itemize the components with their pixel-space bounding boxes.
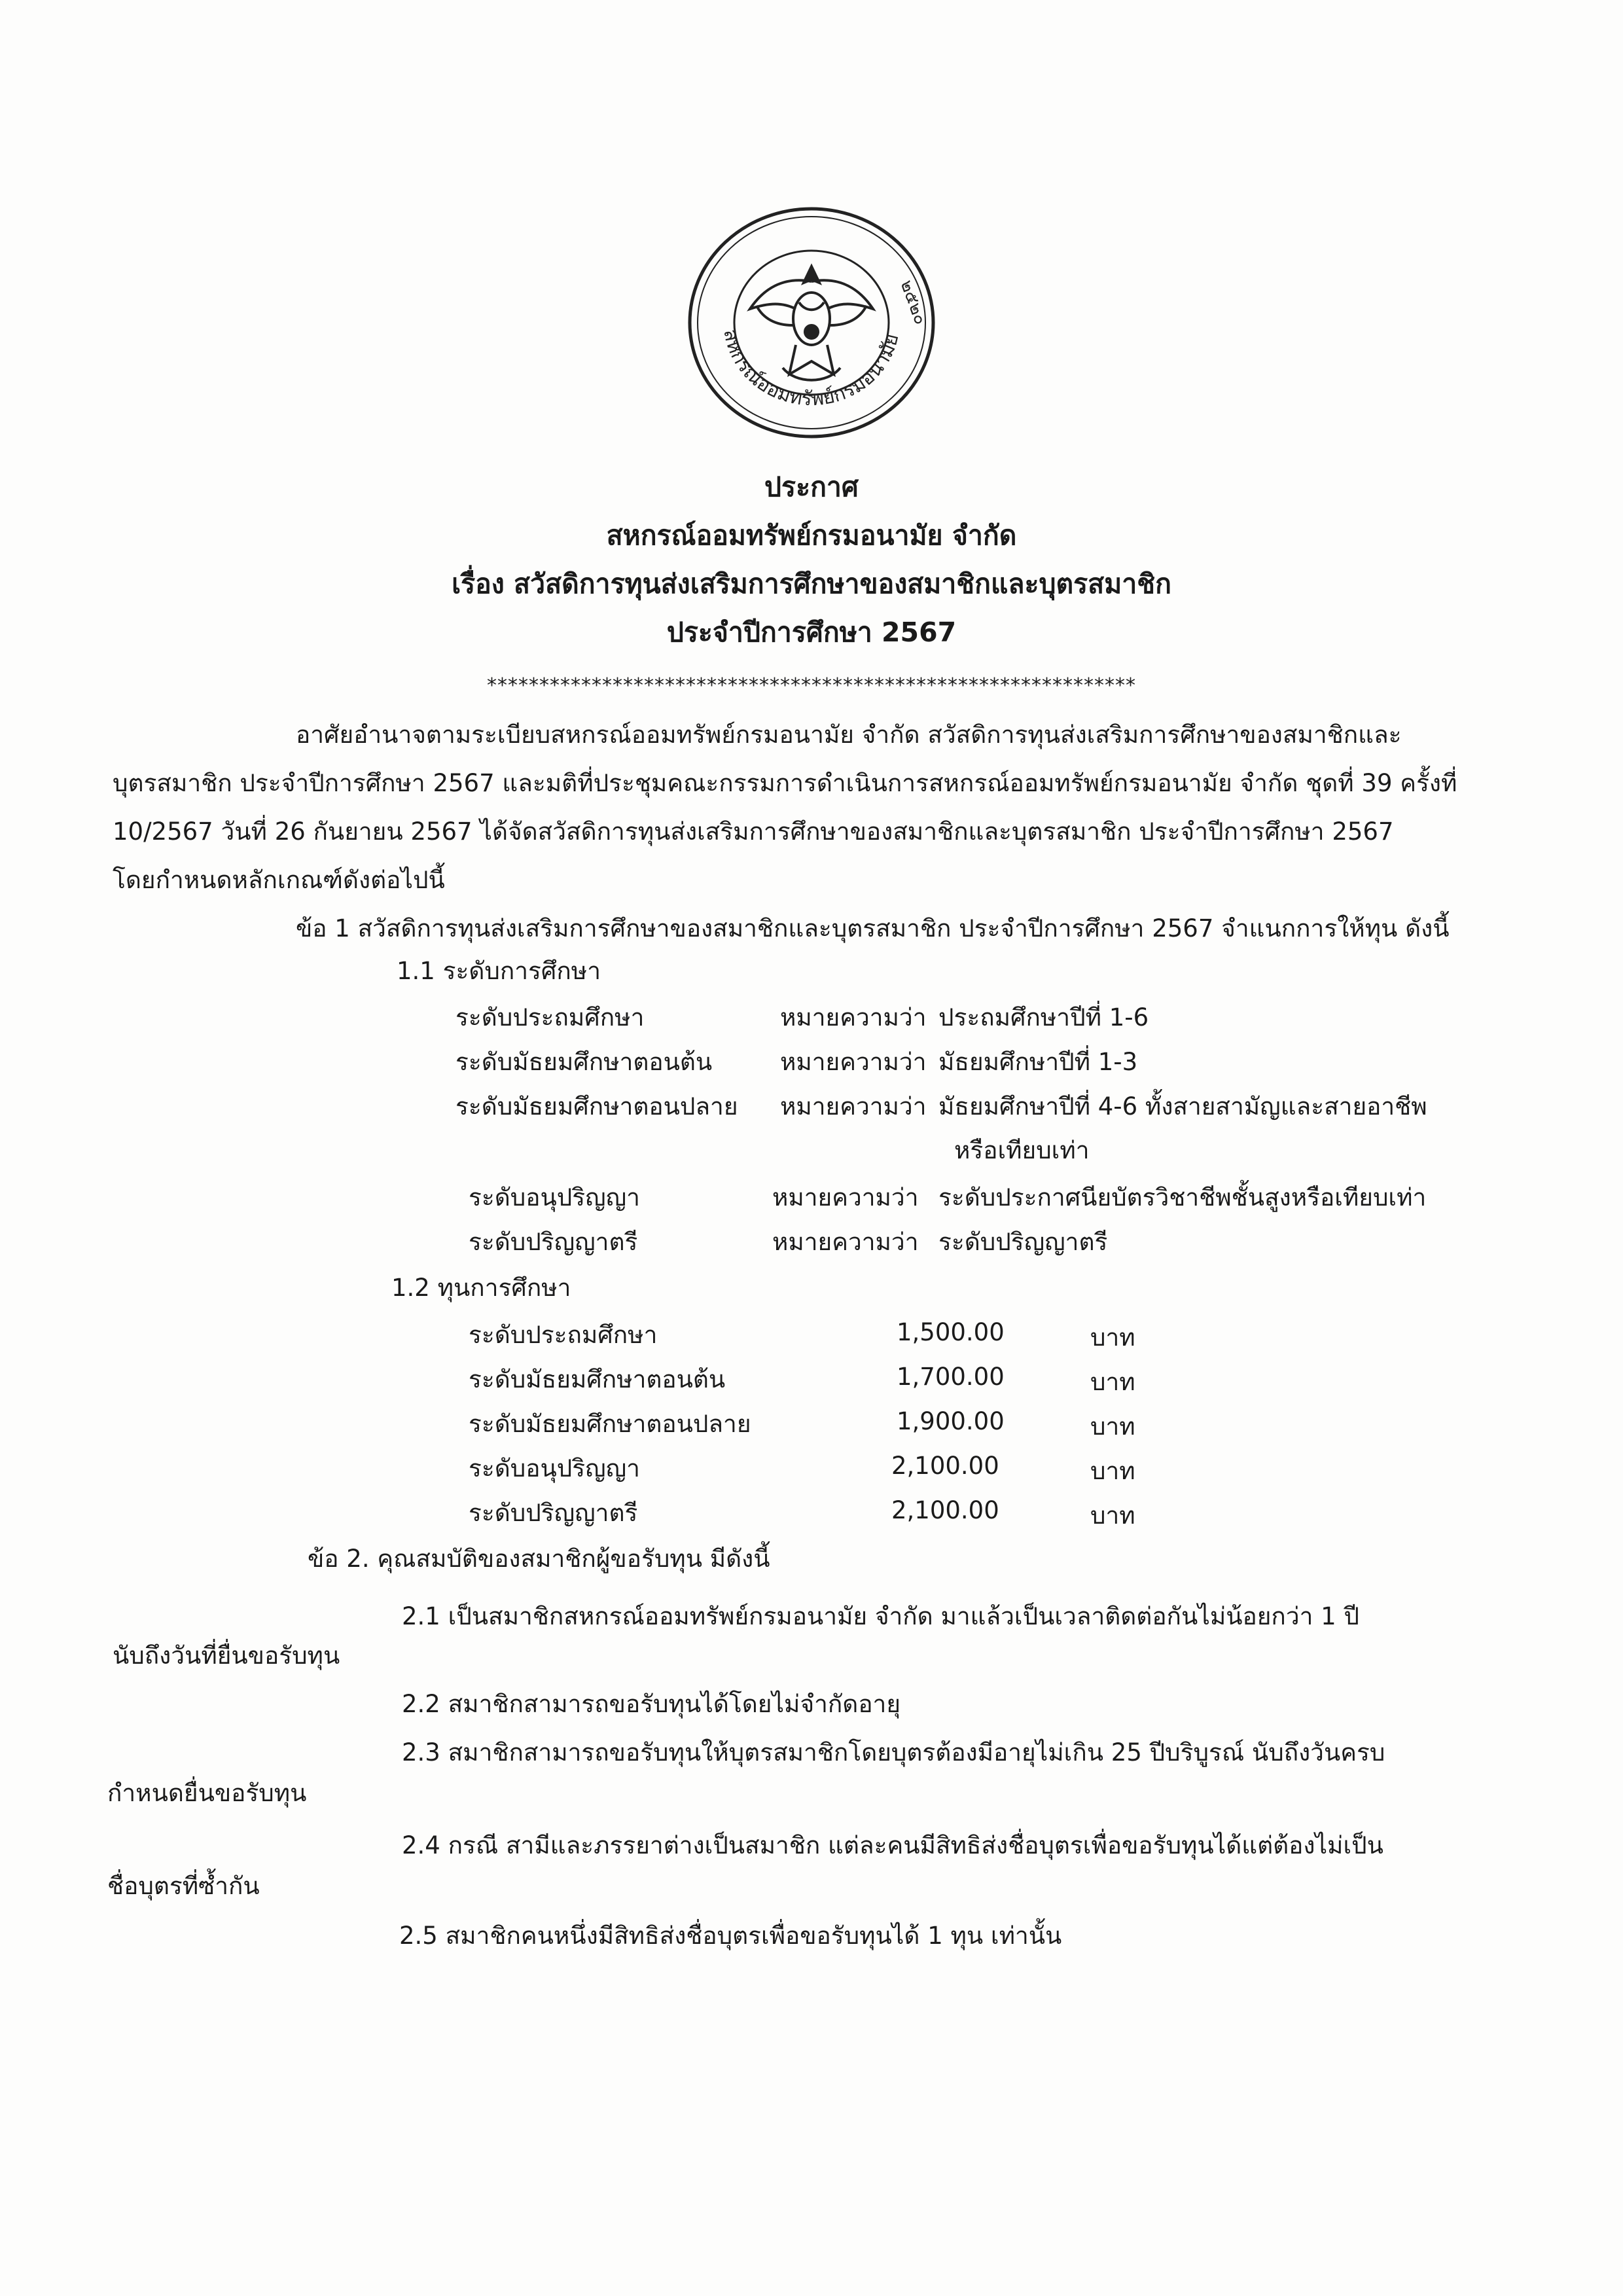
academic-year-title: ประจำปีการศึกษา 2567 — [666, 617, 957, 648]
grant-unit: บาท — [1090, 1412, 1135, 1441]
grant-unit: บาท — [1090, 1501, 1135, 1530]
clause-2-1-text-continued: นับถึงวันที่ยื่นขอรับทุน — [113, 1641, 340, 1670]
intro-line-4: โดยกำหนดหลักเกณฑ์ดังต่อไปนี้ — [113, 866, 445, 894]
level-name: ระดับปริญญาตรี — [469, 1228, 638, 1256]
level-description: ระดับปริญญาตรี — [938, 1228, 1108, 1256]
clause-2-4-text: 2.4 กรณี สามีและภรรยาต่างเป็นสมาชิก แต่ละคนมีสิทธิส่งชื่อบุตรเพื่อขอรับทุนได้แต่ต้องไม่เป็น — [402, 1831, 1383, 1859]
level-description-continued: หรือเทียบเท่า — [954, 1136, 1090, 1164]
grant-amount: 2,100.00 — [891, 1452, 999, 1480]
clause-2-2-text: 2.2 สมาชิกสามารถขอรับทุนได้โดยไม่จำกัดอายุ — [402, 1690, 901, 1718]
grant-unit: บาท — [1090, 1368, 1135, 1396]
grant-amount: 1,500.00 — [897, 1318, 1005, 1346]
intro-line-1: อาศัยอำนาจตามระเบียบสหกรณ์ออมทรัพย์กรมอนามัย จำกัด สวัสดิการทุนส่งเสริมการศึกษาของสมาชิกและ — [296, 721, 1402, 749]
grant-level-name: ระดับมัธยมศึกษาตอนปลาย — [469, 1410, 751, 1438]
grant-amount: 2,100.00 — [891, 1496, 999, 1524]
intro-line-3: 10/2567 วันที่ 26 กันยายน 2567 ได้จัดสวัสดิการทุนส่งเสริมการศึกษาของสมาชิกและบุตรสมาชิก ประจำปีการศึกษา 2567 — [113, 817, 1394, 846]
level-description: มัธยมศึกษาปีที่ 4-6 ทั้งสายสามัญและสายอาชีพ — [938, 1092, 1427, 1121]
garuda-emblem-icon — [750, 266, 873, 380]
organization-name: สหกรณ์ออมทรัพย์กรมอนามัย จำกัด — [606, 520, 1017, 551]
level-means: หมายความว่า — [780, 1003, 927, 1031]
cooperative-seal-emblem — [685, 204, 938, 441]
separator-line: ************************************************************** — [487, 674, 1136, 697]
level-means: หมายความว่า — [780, 1048, 927, 1076]
clause-2-3-text-continued: กำหนดยื่นขอรับทุน — [107, 1779, 307, 1807]
grant-level-name: ระดับประถมศึกษา — [469, 1321, 658, 1349]
seal-ring-text: สหกรณ์ออมทรัพย์กรมอนามัย — [719, 327, 904, 411]
intro-line-2: บุตรสมาชิก ประจำปีการศึกษา 2567 และมติที่ประชุมคณะกรรมการดำเนินการสหกรณ์ออมทรัพย์กรมอนามัย จำกัด ชุดที่ 39 ครั้งที่ — [113, 769, 1457, 797]
clause-1-1-heading: 1.1 ระดับการศึกษา — [397, 957, 601, 985]
clause-2-heading: ข้อ 2. คุณสมบัติของสมาชิกผู้ขอรับทุน มีดังนี้ — [308, 1545, 770, 1573]
grant-unit: บาท — [1090, 1323, 1135, 1352]
level-means: หมายความว่า — [772, 1228, 919, 1256]
level-name: ระดับมัธยมศึกษาตอนต้น — [455, 1048, 713, 1076]
level-description: มัธยมศึกษาปีที่ 1-3 — [938, 1048, 1138, 1076]
clause-2-3-text: 2.3 สมาชิกสามารถขอรับทุนให้บุตรสมาชิกโดยบุตรต้องมีอายุไม่เกิน 25 ปีบริบูรณ์ นับถึงวันครบ — [402, 1738, 1385, 1767]
grant-level-name: ระดับอนุปริญญา — [469, 1454, 640, 1482]
announcement-label: ประกาศ — [764, 471, 859, 503]
svg-text:สหกรณ์ออมทรัพย์กรมอนามัย — [719, 327, 903, 410]
clause-1-2-heading: 1.2 ทุนการศึกษา — [391, 1274, 571, 1302]
clause-2-1-text: 2.1 เป็นสมาชิกสหกรณ์ออมทรัพย์กรมอนามัย จำกัด มาแล้วเป็นเวลาติดต่อกันไม่น้อยกว่า 1 ปี — [402, 1602, 1359, 1630]
level-means: หมายความว่า — [772, 1183, 919, 1211]
clause-2-4-text-continued: ชื่อบุตรที่ซ้ำกัน — [107, 1872, 260, 1900]
grant-amount: 1,700.00 — [897, 1363, 1005, 1391]
clause-1-heading: ข้อ 1 สวัสดิการทุนส่งเสริมการศึกษาของสมาชิกและบุตรสมาชิก ประจำปีการศึกษา 2567 จำแนกการให้ทุน ดังนี้ — [296, 914, 1450, 942]
clause-2-5-text: 2.5 สมาชิกคนหนึ่งมีสิทธิส่งชื่อบุตรเพื่อขอรับทุนได้ 1 ทุน เท่านั้น — [399, 1922, 1062, 1950]
level-description: ระดับประกาศนียบัตรวิชาชีพชั้นสูงหรือเทียบเท่า — [938, 1183, 1427, 1211]
level-name: ระดับประถมศึกษา — [455, 1003, 645, 1031]
level-name: ระดับอนุปริญญา — [469, 1183, 640, 1211]
level-description: ประถมศึกษาปีที่ 1-6 — [938, 1003, 1149, 1031]
grant-level-name: ระดับมัธยมศึกษาตอนต้น — [469, 1365, 726, 1393]
level-means: หมายความว่า — [780, 1092, 927, 1121]
grant-unit: บาท — [1090, 1457, 1135, 1485]
grant-amount: 1,900.00 — [897, 1407, 1005, 1435]
grant-level-name: ระดับปริญญาตรี — [469, 1499, 638, 1527]
seal-year-text: ๒๕๒๐ — [896, 278, 931, 328]
level-name: ระดับมัธยมศึกษาตอนปลาย — [455, 1092, 738, 1121]
announcement-subject: เรื่อง สวัสดิการทุนส่งเสริมการศึกษาของสมาชิกและบุตรสมาชิก — [452, 568, 1171, 600]
